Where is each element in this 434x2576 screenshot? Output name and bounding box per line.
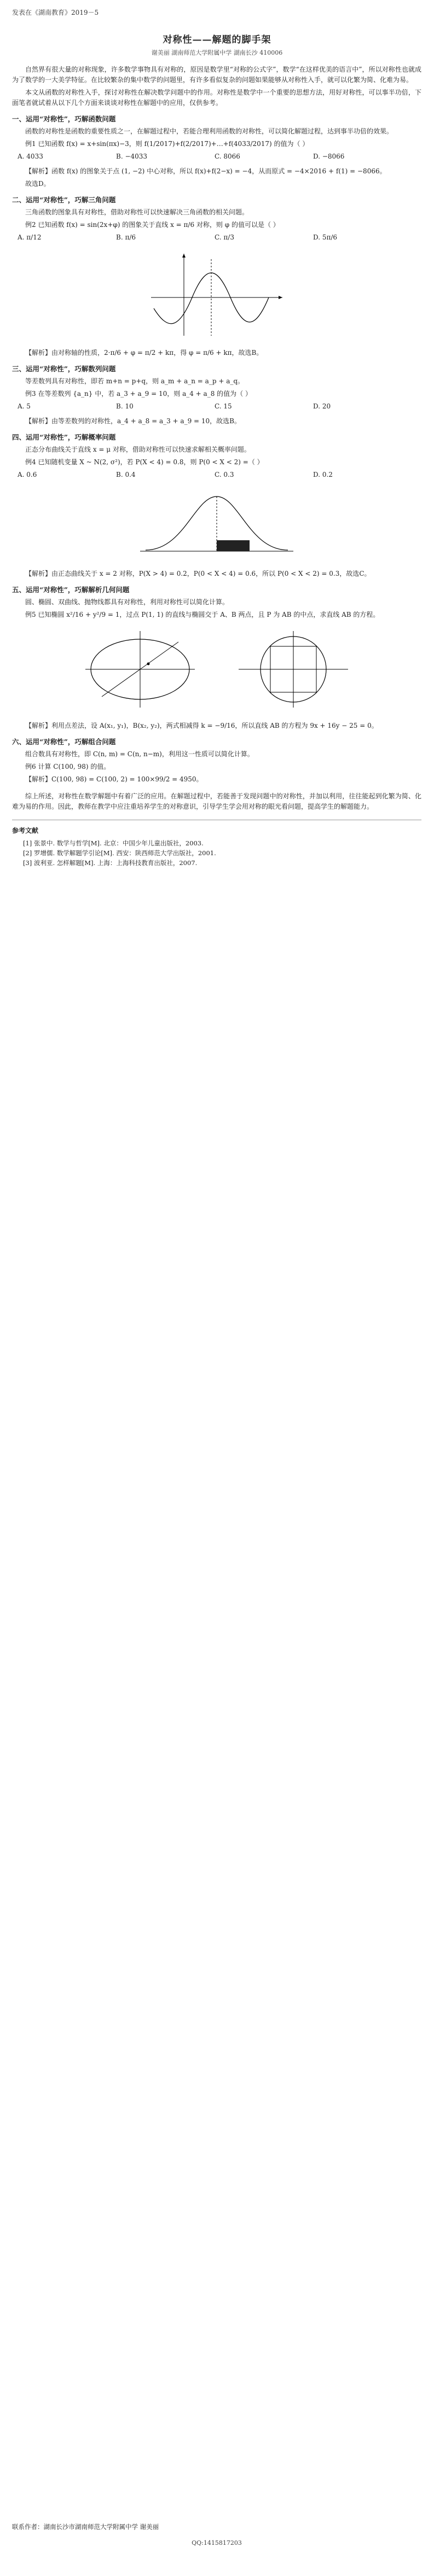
- section-paragraph: 圆、椭圆、双曲线、抛物线都具有对称性，利用对称性可以简化计算。: [25, 598, 229, 606]
- shaded-region: [217, 540, 250, 551]
- choice: D. 20: [313, 402, 331, 410]
- section-heading: 三、运用“对称性”，巧解数列问题: [12, 365, 116, 373]
- analysis-paragraph: 【解析】由对称轴的性质，2·π/6 + φ = π/2 + kπ，得 φ = π/6 + kπ，故选B。: [25, 349, 263, 357]
- page-footer: [12, 2522, 421, 2548]
- page-title: 对称性——解题的脚手架: [163, 34, 271, 45]
- analysis-paragraph: 【解析】由等差数列的对称性，a_4 + a_8 = a_3 + a_9 = 10，故选B。: [25, 417, 241, 425]
- example-question: 例6 计算 C(100, 98) 的值。: [25, 763, 111, 770]
- answer-choices: [18, 401, 421, 412]
- author-byline: 谢美丽 湖南师范大学附属中学 湖南长沙 410006: [151, 49, 283, 56]
- example-question: 例4 已知随机变量 X ~ N(2, σ²)，若 P(X < 4) = 0.8，则 P(0 < X < 2) =（ ）: [25, 458, 264, 466]
- reference-item: [1] 张景中. 数学与哲学[M]. 北京：中国少年儿童出版社，2003.: [23, 839, 204, 847]
- analysis-paragraph: 【解析】由正态曲线关于 x = 2 对称，P(X > 4) = 0.2，P(0 < X < 4) = 0.6，所以 P(0 < X < 2) = 0.3，故选C。: [25, 570, 371, 577]
- ellipse-figure-right: [233, 626, 354, 713]
- x-axis-arrow: [279, 296, 282, 299]
- section-paragraph: 等差数列具有对称性，即若 m+n = p+q，则 a_m + a_n = a_p + a_q。: [25, 377, 245, 385]
- analysis-paragraph: 【解析】利用点差法，设 A(x₁, y₁)，B(x₂, y₂)，两式相减得 k = −9/16，所以直线 AB 的方程为 9x + 16y − 25 = 0。: [25, 722, 378, 729]
- ellipse-figures: [12, 626, 421, 713]
- choice: A. 5: [18, 402, 31, 410]
- references-list: [23, 838, 421, 868]
- midpoint-dot: [147, 663, 150, 665]
- choice: C. 8066: [215, 153, 240, 160]
- choice: B. 0.4: [116, 471, 136, 478]
- sine-graph-figure: [12, 248, 421, 341]
- choice: D. −8066: [313, 153, 345, 160]
- choice: D. 0.2: [313, 471, 333, 478]
- answer-choices: [18, 232, 421, 243]
- intro-paragraph: 自然界有很大量的对称现象，许多数学事物具有对称的，原因是数学里“对称的公式字”，数学“在这样优美的语言中”，所以对称性也就成为了数学的一大美学特征。在比较繁杂的集中数学的问题里，有许多看似复杂的问题如果能够从对称性入手，就可以化繁为简、化难为易。: [12, 66, 421, 84]
- ellipse-figure-left: [80, 626, 200, 713]
- section-heading: 二、运用“对称性”，巧解三角问题: [12, 196, 116, 204]
- section-heading: 五、运用“对称性”，巧解解析几何问题: [12, 586, 130, 594]
- choice: A. π/12: [18, 233, 42, 241]
- section-paragraph: 函数的对称性是函数的重要性质之一，在解题过程中，若能合理利用函数的对称性，可以简化解题过程，达到事半功倍的效果。: [25, 127, 394, 135]
- section-heading: 六、运用“对称性”，巧解组合问题: [12, 738, 116, 746]
- choice: B. 10: [116, 402, 134, 410]
- choice: C. 15: [215, 402, 232, 410]
- references-title: 参考文献: [12, 827, 39, 834]
- author-contact: 联系作者：湖南长沙市湖南师范大学附属中学 谢美丽: [12, 2523, 159, 2531]
- reference-item: [3] 波利亚. 怎样解题[M]. 上海：上海科技教育出版社，2007.: [23, 859, 198, 867]
- answer-choices: [18, 470, 421, 480]
- choice: D. 5π/6: [313, 233, 338, 241]
- normal-curve: [135, 486, 299, 562]
- contact-code: QQ:1415817203: [192, 2539, 242, 2546]
- section-heading: 一、运用“对称性”，巧解函数问题: [12, 115, 116, 123]
- choice: C. π/3: [215, 233, 234, 241]
- section-paragraph: 组合数具有对称性，即 C(n, m) = C(n, n−m)，利用这一性质可以简化计算。: [25, 750, 254, 758]
- section-heading: 四、运用“对称性”，巧解概率问题: [12, 433, 116, 441]
- choice: B. π/6: [116, 233, 136, 241]
- example-question: 例5 已知椭圆 x²/16 + y²/9 = 1，过点 P(1, 1) 的直线与椭圆交于 A、B 两点，且 P 为 AB 的中点，求直线 AB 的方程。: [25, 611, 380, 618]
- normal-curve-figure: [12, 486, 421, 562]
- conclusion-paragraph: 综上所述，对称性在数学解题中有着广泛的应用。在解题过程中，若能善于发现问题中的对称性，并加以利用，往往能起到化繁为简、化难为易的作用。因此，教师在教学中应注重培养学生的对称意识，引导学生学会用对称的眼光看问题，提高学生的解题能力。: [12, 792, 421, 810]
- analysis-paragraph: 【解析】函数 f(x) 的图象关于点 (1, −2) 中心对称，所以 f(x)+f(2−x) = −4，从而原式 = −4×2016 + f(1) = −8066。: [25, 167, 386, 175]
- analysis-paragraph: 【解析】C(100, 98) = C(100, 2) = 100×99/2 = 4950。: [25, 775, 203, 783]
- intro-paragraph: 本文从函数的对称性入手，探讨对称性在解决数学问题中的作用。对称性是数学中一个重要的思想方法，用好对称性，可以事半功倍，下面笔者就试着从以下几个方面来谈谈对称性在解题中的应用，仅供参考。: [12, 89, 421, 107]
- answer-choices: [18, 151, 421, 162]
- example-question: 例1 已知函数 f(x) = x+sin(πx)−3，则 f(1/2017)+f(2/2017)+…+f(4033/2017) 的值为（ ）: [25, 140, 309, 148]
- section-paragraph: 正态分布曲线关于直线 x = μ 对称，借助对称性可以快速求解相关概率问题。: [25, 446, 251, 453]
- y-axis-arrow: [182, 254, 186, 258]
- example-question: 例3 在等差数列 {a_n} 中，若 a_3 + a_9 = 10，则 a_4 + a_8 的值为（ ）: [25, 390, 252, 398]
- reference-item: [2] 罗增儒. 数学解题学引论[M]. 西安：陕西师范大学出版社，2001.: [23, 849, 216, 857]
- article-body: [12, 65, 421, 868]
- choice: C. 0.3: [215, 471, 234, 478]
- example-question: 例2 已知函数 f(x) = sin(2x+φ) 的图象关于直线 x = π/6 对称，则 φ 的值可以是（ ）: [25, 221, 280, 229]
- publication-note: 发表在《湖南教育》2019－5: [12, 9, 99, 16]
- analysis-paragraph: 故选D。: [25, 180, 50, 188]
- section-paragraph: 三角函数的图象具有对称性，借助对称性可以快速解决三角函数的相关问题。: [25, 208, 249, 216]
- choice: A. 4033: [18, 153, 43, 160]
- choice: B. −4033: [116, 153, 148, 160]
- choice: A. 0.6: [18, 471, 37, 478]
- sine-graph: [146, 248, 288, 341]
